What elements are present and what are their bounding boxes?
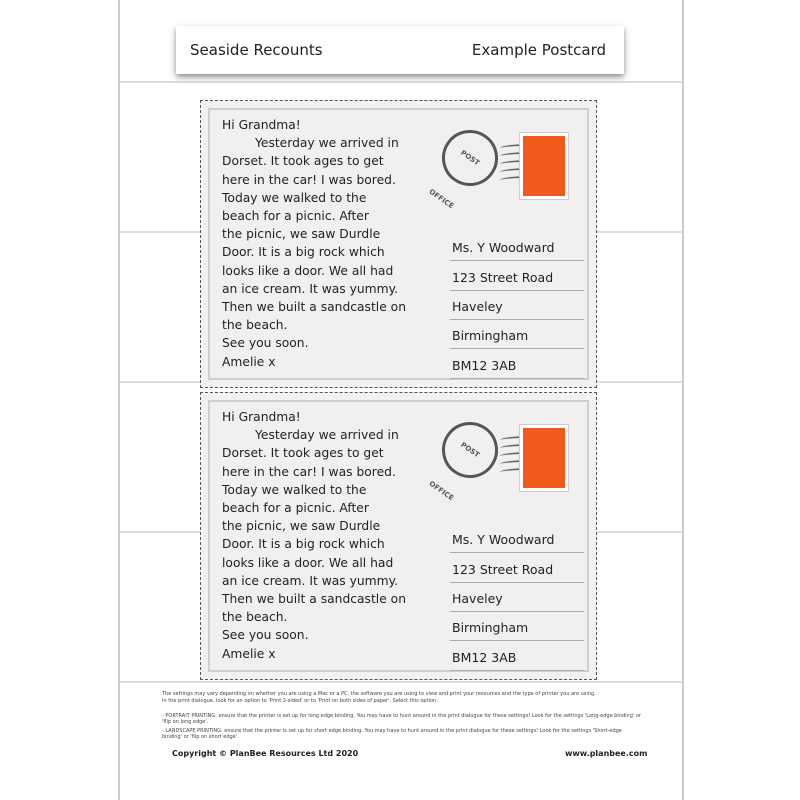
- print-note: The settings may vary depending on whether you are using a Mac or a PC, the software you are using to view and print your resources and the type of printer you are using.: [162, 691, 596, 697]
- address-line: Haveley: [450, 591, 584, 612]
- message-line: beach for a picnic. After: [222, 209, 369, 224]
- postmark: POST OFFICE: [431, 119, 509, 197]
- postcard: [200, 392, 597, 680]
- message-line: Door. It is a big rock which: [222, 245, 385, 260]
- message-line: here in the car! I was bored.: [222, 464, 396, 479]
- stamp: [519, 132, 569, 200]
- message-line: Yesterday we arrived in: [255, 428, 399, 443]
- message-line: Amelie x: [222, 646, 276, 661]
- message-line: Amelie x: [222, 354, 276, 369]
- message-line: beach for a picnic. After: [222, 501, 369, 516]
- address-line: Haveley: [450, 299, 584, 320]
- postmark: POST OFFICE: [431, 411, 509, 489]
- message-line: the picnic, we saw Durdle: [222, 227, 381, 242]
- postcard: [200, 100, 597, 388]
- message-line: Today we walked to the: [222, 190, 367, 205]
- message-line: here in the car! I was bored.: [222, 172, 396, 187]
- message-line: looks like a door. We all had: [222, 555, 394, 570]
- message-line: Yesterday we arrived in: [255, 136, 399, 151]
- address-line: 123 Street Road: [450, 562, 584, 583]
- message-line: the beach.: [222, 610, 288, 625]
- page-title: Example Postcard: [471, 41, 606, 59]
- message-line: Dorset. It took ages to get: [222, 446, 384, 461]
- address-line: 123 Street Road: [450, 270, 584, 291]
- address-line: BM12 3AB: [450, 358, 584, 379]
- message-line: Today we walked to the: [222, 482, 367, 497]
- website-link[interactable]: www.planbee.com: [565, 749, 648, 758]
- lesson-title: Seaside Recounts: [190, 41, 323, 59]
- print-note: In the print dialogue, look for an option to 'Print 2-sided' or to 'Print on both sides of paper'. Select this option.: [162, 698, 438, 704]
- header-banner: [176, 26, 624, 74]
- address-line: Ms. Y Woodward: [450, 532, 584, 553]
- message-line: Door. It is a big rock which: [222, 537, 385, 552]
- greeting: Hi Grandma!: [222, 118, 301, 132]
- print-note: - LANDSCAPE PRINTING: ensure that the printer is set up for short edge binding. You may have to hunt around in the print dialogue for these settings! Look for the settings 'Short-edge binding' or 'flip on short edge'.: [162, 728, 622, 740]
- message-line: looks like a door. We all had: [222, 263, 394, 278]
- message-line: Then we built a sandcastle on: [222, 592, 406, 607]
- postcard-message: [222, 116, 422, 371]
- message-line: an ice cream. It was yummy.: [222, 573, 399, 588]
- postcard-message: [222, 408, 422, 663]
- print-note: - PORTRAIT PRINTING: ensure that the printer is set up for long edge binding. You may have to hunt around in the print dialogue for these settings! Look for the settings 'Long-edge binding' or 'flip on long edge'.: [162, 713, 641, 725]
- greeting: Hi Grandma!: [222, 410, 301, 424]
- message-line: See you soon.: [222, 336, 309, 351]
- address-line: Birmingham: [450, 328, 584, 349]
- message-line: the picnic, we saw Durdle: [222, 519, 381, 534]
- stamp: [519, 424, 569, 492]
- address-line: Birmingham: [450, 620, 584, 641]
- message-line: an ice cream. It was yummy.: [222, 281, 399, 296]
- address-line: BM12 3AB: [450, 650, 584, 671]
- copyright: Copyright © PlanBee Resources Ltd 2020: [172, 749, 359, 758]
- message-line: Then we built a sandcastle on: [222, 300, 406, 315]
- message-line: Dorset. It took ages to get: [222, 154, 384, 169]
- message-line: the beach.: [222, 318, 288, 333]
- address-line: Ms. Y Woodward: [450, 240, 584, 261]
- message-line: See you soon.: [222, 628, 309, 643]
